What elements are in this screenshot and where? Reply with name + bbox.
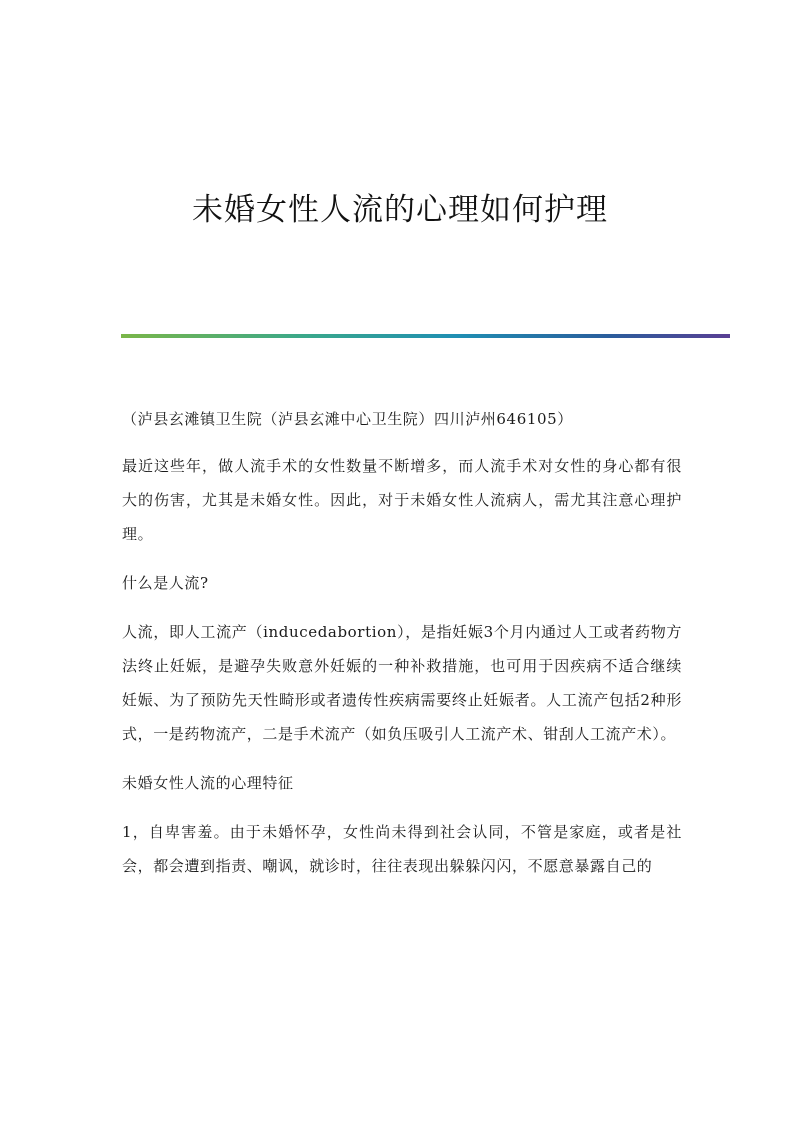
section-heading-what-is: 什么是人流? [122,574,209,592]
paragraph-intro: 最近这些年，做人流手术的女性数量不断增多，而人流手术对女性的身心都有很大的伤害，尤其是未婚女性。因此，对于未婚女性人流病人，需尤其注意心理护理。 [122,457,682,543]
document-title: 未婚女性人流的心理如何护理 [192,192,608,228]
author-affiliation: （泸县玄滩镇卫生院（泸县玄滩中心卫生院）四川泸州646105） [122,410,573,428]
paragraph-definition: 人流，即人工流产（inducedabortion），是指妊娠3个月内通过人工或者药物方法终止妊娠，是避孕失败意外妊娠的一种补救措施，也可用于因疾病不适合继续妊娠、为了预防先天性畸形或者遗传性疾病需要终止妊娠者。人工流产包括2种形式，一是药物流产，二是手术流产（如负压吸引人工流产术、钳刮人工流产术）。 [122,623,682,743]
title-divider [121,334,730,338]
document-body [122,402,682,883]
section-heading-psychology: 未婚女性人流的心理特征 [122,774,294,792]
paragraph-point-1: 1，自卑害羞。由于未婚怀孕，女性尚未得到社会认同，不管是家庭，或者是社会，都会遭到指责、嘲讽，就诊时，往往表现出躲躲闪闪，不愿意暴露自己的 [122,823,682,875]
